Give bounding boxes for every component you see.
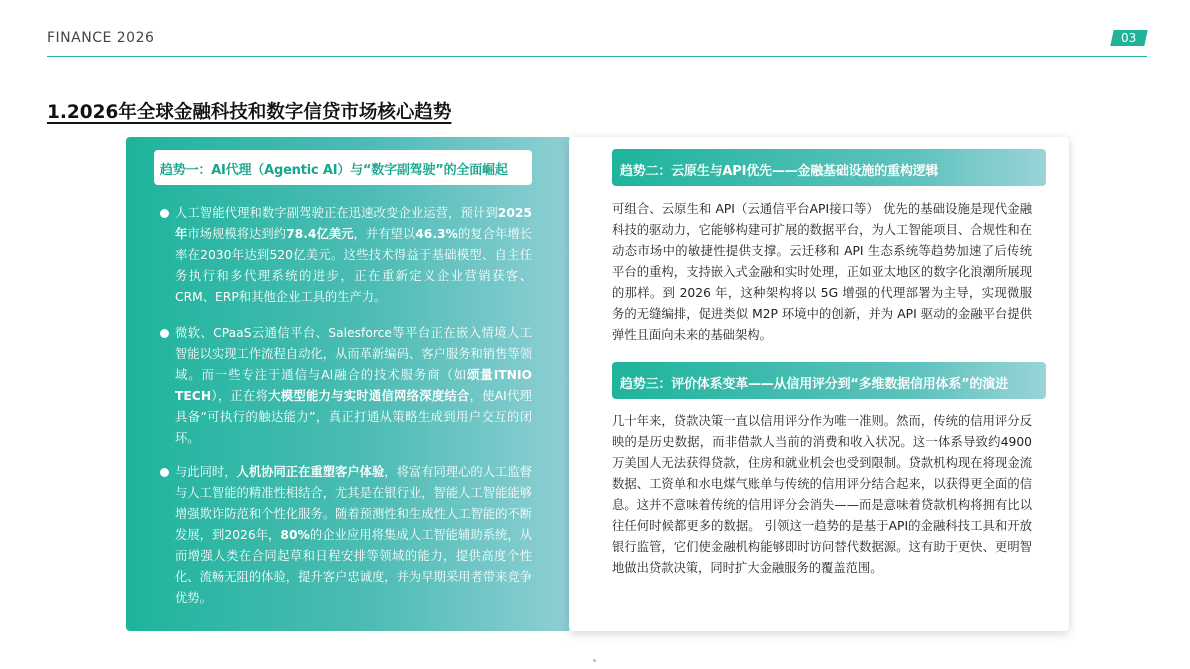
trend1-bullet-3 — [160, 462, 532, 609]
trend3-title: 趋势三：评价体系变革——从信用评分到“多维数据信用体系”的演进 — [620, 377, 1008, 392]
bullet-dot-icon — [160, 209, 169, 218]
section-title: 1.2026年全球金融科技和数字信贷市场核心趋势 — [47, 102, 452, 123]
bullet-text: 与此同时，人机协同正在重塑客户体验，将富有同理心的人工监督与人工智能的精准性相结合，尤其是在银行业，智能人工智能能够增强欺诈防范和个性化服务。随着预测性和生成性人工智能的不断发展，到2026年，80%的企业应用将集成人工智能辅助系统，从而增强人类在合同起草和日程安排等领域的能力，提供高度个性化、流畅无阻的体验，提升客户忠诚度，并为早期采用者带来竞争优势。 — [175, 465, 532, 605]
trend2-body: 可组合、云原生和 API（云通信平台API接口等） 优先的基础设施是现代金融科技的驱动力，它能够构建可扩展的数据平台，为人工智能项目、合规性和在动态市场中的敏捷性提供支撑。云迁移和 API 生态系统等趋势加速了后传统平台的重构，支持嵌入式金融和实时处理，正如亚太地区的数字化浪潮所展现的那样。到 2026 年，这种架构将以 5G 增强的代理部署为主导，实现微服务的无缝编排，促进类似 M2P 环境中的创新，并为 API 驱动的金融平台提供弹性且面向未来的基础架构。 — [612, 202, 1032, 342]
trend3-body: 几十年来，贷款决策一直以信用评分作为唯一准则。然而，传统的信用评分反映的是历史数据，而非借款人当前的消费和收入状况。这一体系导致约4900万美国人无法获得贷款，住房和就业机会也受到限制。贷款机构现在将现金流数据、工资单和水电煤气账单与传统的信用评分结合起来，以获得更全面的信息。这并不意味着传统的信用评分会消失——而是意味着贷款机构将拥有比以往任何时候都更多的数据。 引领这一趋势的是基于API的金融科技工具和开放银行监管，它们使金融机构能够即时访问替代数据源。这有助于更快、更明智地做出贷款决策，同时扩大金融服务的覆盖范围。 — [612, 414, 1032, 575]
bullet-text: 人工智能代理和数字副驾驶正在迅速改变企业运营，预计到2025年市场规模将达到约78.4亿美元，并有望以46.3%的复合年增长率在2030年达到520亿美元。这些技术得益于基础模型、自主任务执行和多代理系统的进步，正在重新定义企业营销获客、CRM、ERP和其他企业工具的生产力。 — [175, 206, 532, 304]
bullet-dot-icon — [160, 329, 169, 338]
bullet-text: 微软、CPaaS云通信平台、Salesforce等平台正在嵌入情境人工智能以实现工作流程自动化，从而革新编码、客户服务和销售等领域。而一些专注于通信与AI融合的技术服务商（如颂量ITNIO TECH），正在将大模型能力与实时通信网络深度结合，使AI代理具备“可执行的触达能力”，真正打通从策略生成到用户交互的闭环。 — [175, 326, 532, 445]
header-divider — [47, 56, 1147, 57]
page-number-badge — [1110, 30, 1147, 46]
trend1-bullet-1 — [160, 203, 532, 308]
page-number: 03 — [1121, 31, 1137, 45]
trend1-title: 趋势一：AI代理（Agentic AI）与“数字副驾驶”的全面崛起 — [160, 163, 508, 178]
page-indicator-dot — [593, 659, 596, 662]
header-label: FINANCE 2026 — [47, 30, 155, 46]
trend2-title: 趋势二：云原生与API优先——金融基础设施的重构逻辑 — [620, 164, 939, 179]
trend1-bullet-2 — [160, 323, 532, 449]
bullet-dot-icon — [160, 468, 169, 477]
